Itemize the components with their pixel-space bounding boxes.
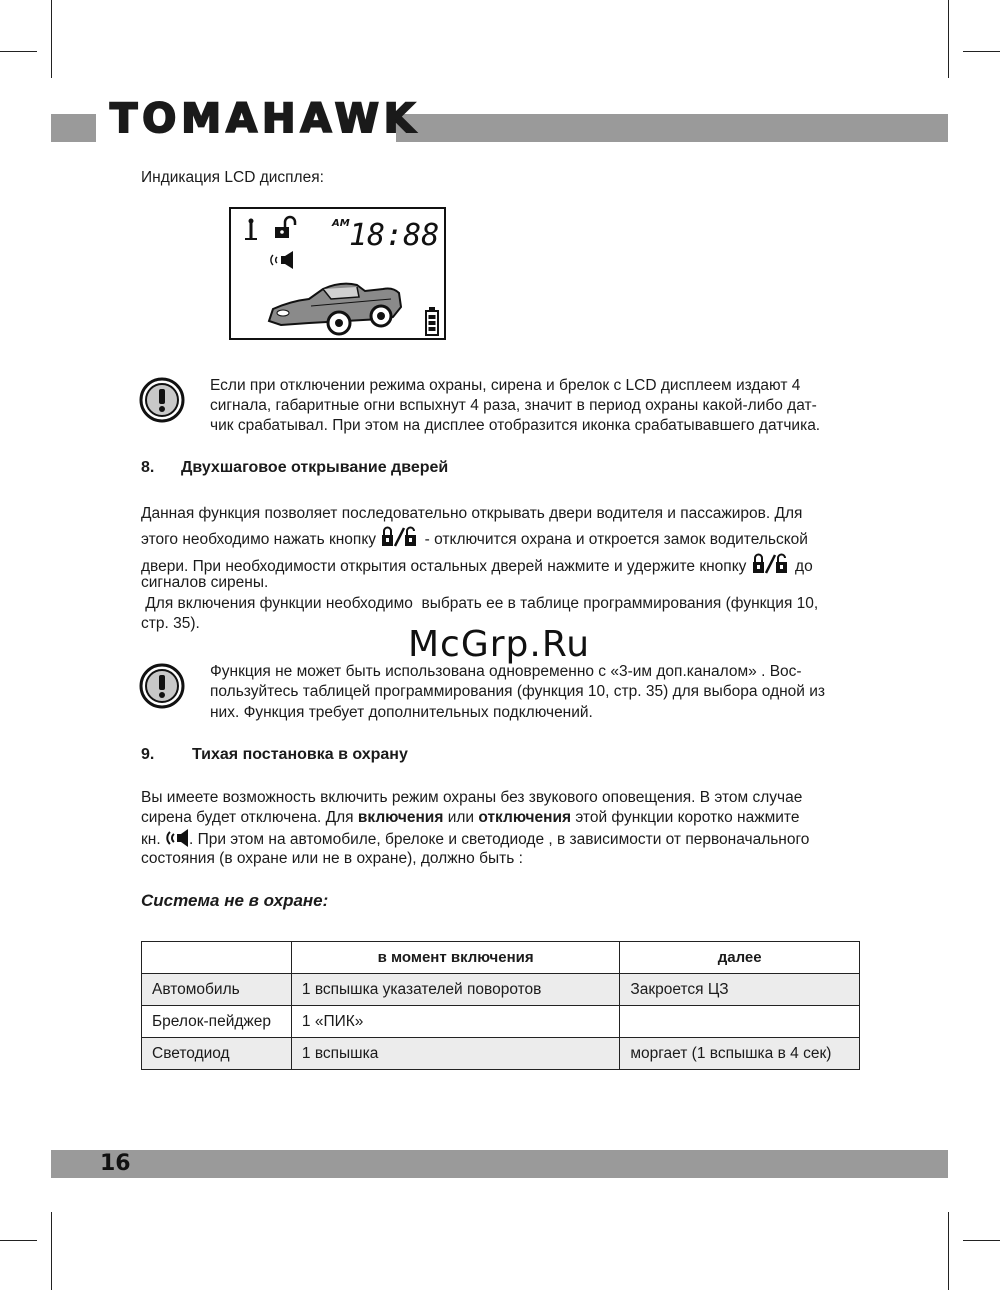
- note2-line2: пользуйтесь таблицей программирования (функция 10, стр. 35) для выбора одной из: [210, 683, 826, 700]
- battery-icon: [426, 307, 438, 335]
- lcd-display: [229, 207, 446, 340]
- note2-line3: них. Функция требует дополнительных подключений.: [210, 704, 593, 721]
- page-number: 16: [100, 1151, 131, 1176]
- note1-line2: сигнала, габаритные огни вспыхнут 4 раза, значит в период охраны какой-либо дат-: [210, 397, 817, 414]
- section9-line1: Вы имеете возможность включить режим охраны без звукового оповещения. В этом случае: [141, 789, 803, 806]
- watermark: McGrp.Ru: [408, 624, 591, 665]
- table-header-row: [142, 942, 860, 974]
- warning-icon: [139, 377, 185, 428]
- section9-line4: состояния (в охране или не в охране), должно быть :: [141, 850, 523, 867]
- section8-p1-line4: сигналов сирены.: [141, 574, 269, 591]
- table-cell: Автомобиль: [142, 974, 292, 1006]
- crop-mark: [963, 1240, 1000, 1241]
- table-cell: 1 вспышка указателей поворотов: [291, 974, 619, 1006]
- crop-mark: [51, 1212, 52, 1290]
- lock-unlock-button-icon: [751, 553, 791, 582]
- table-cell: Брелок-пейджер: [142, 1006, 292, 1038]
- section8-p1-line2a: этого необходимо нажать кнопку: [141, 531, 377, 548]
- antenna-icon: [245, 219, 257, 240]
- crop-mark: [51, 0, 52, 78]
- crop-mark: [963, 51, 1000, 52]
- section9-line2: [141, 808, 799, 829]
- section8-title: Двухшаговое открывание дверей: [181, 459, 449, 476]
- table-cell: моргает (1 вспышка в 4 сек): [620, 1038, 860, 1070]
- table-header-cell: в момент включения: [291, 942, 619, 974]
- table-cell: [620, 1006, 860, 1038]
- section9-line3a: кн.: [141, 831, 161, 848]
- lcd-caption: Индикация LCD дисплея:: [141, 169, 324, 186]
- brand-logo: TOMAHAWK: [110, 96, 420, 142]
- crop-mark: [948, 1212, 949, 1290]
- note2-line1: Функция не может быть использована одновременно с «3-им доп.каналом» . Вос-: [210, 663, 802, 680]
- car-icon: [269, 284, 401, 334]
- crop-mark: [0, 51, 37, 52]
- section9-line2b: или: [443, 809, 479, 826]
- section8-number: 8.: [141, 459, 155, 476]
- unlocked-icon: [275, 217, 295, 238]
- table-row: [142, 1038, 860, 1070]
- table-cell: 1 вспышка: [291, 1038, 619, 1070]
- note1-line1: Если при отключении режима охраны, сирена и брелок с LCD дисплеем издают 4: [210, 377, 801, 394]
- table-header-cell: [142, 942, 292, 974]
- table-cell: Светодиод: [142, 1038, 292, 1070]
- table-header-cell: далее: [620, 942, 860, 974]
- section9-number: 9.: [141, 746, 155, 763]
- section8-p2-line1: Для включения функции необходимо выбрать ее в таблице программирования (функция 10,: [141, 595, 819, 612]
- lock-unlock-button-icon: [380, 526, 420, 555]
- section9-line3b: . При этом на автомобиле, брелоке и светодиоде , в зависимости от первоначального: [188, 831, 810, 848]
- states-table: [141, 941, 860, 1070]
- note1-line3: чик срабатывал. При этом на дисплее отобразится иконка срабатывавшего датчика.: [210, 417, 821, 434]
- warning-icon: [139, 663, 185, 714]
- section8-p1-line3a: двери. При необходимости открытия остальных дверей нажмите и удержите кнопку: [141, 558, 747, 575]
- crop-mark: [948, 0, 949, 78]
- section9-bold-off: отключения: [478, 809, 572, 826]
- section8-p1-line2: [141, 526, 808, 555]
- section9-line2a: сирена будет отключена. Для: [141, 809, 358, 826]
- section9-line2c: этой функции коротко нажмите: [571, 809, 800, 826]
- section9-bold-on: включения: [357, 809, 444, 826]
- section8-p1-line3b: до: [795, 558, 813, 575]
- system-state-heading: Система не в охране:: [141, 891, 329, 910]
- time-display: 18:88: [349, 218, 440, 253]
- section8-p2-line2: стр. 35).: [141, 615, 200, 632]
- section8-p1-line2b: - отключится охрана и откроется замок водительской: [424, 531, 808, 548]
- time-prefix: AM: [332, 218, 350, 229]
- footer-bar: [51, 1150, 948, 1178]
- table-row: [142, 1006, 860, 1038]
- section9-title: Тихая постановка в охрану: [192, 746, 408, 763]
- siren-icon: [271, 251, 293, 269]
- section8-p1-line1: Данная функция позволяет последовательно открывать двери водителя и пассажиров. Для: [141, 505, 803, 522]
- table-row: [142, 974, 860, 1006]
- table-cell: 1 «ПИК»: [291, 1006, 619, 1038]
- table-cell: Закроется ЦЗ: [620, 974, 860, 1006]
- crop-mark: [0, 1240, 37, 1241]
